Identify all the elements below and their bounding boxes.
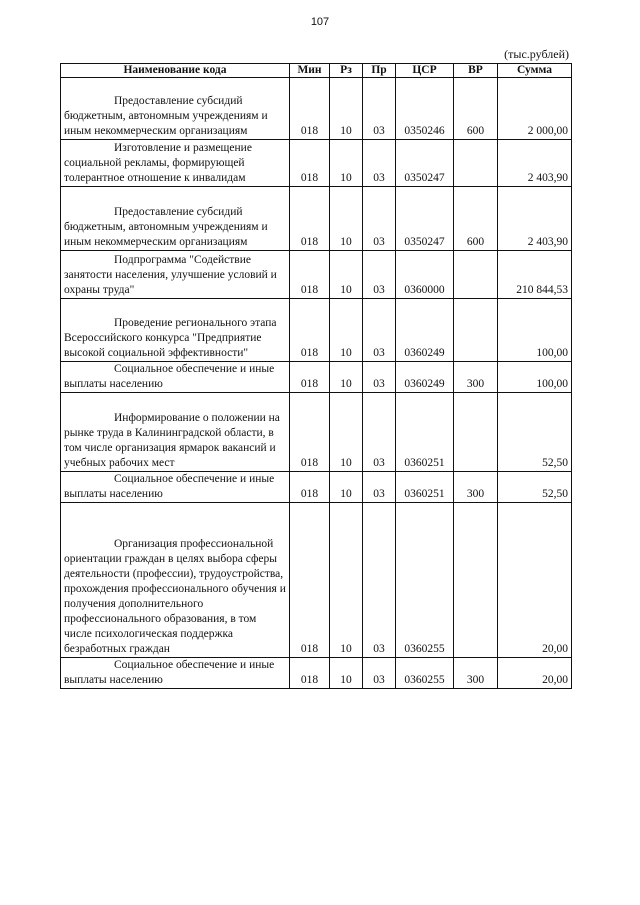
table-row: [61, 393, 572, 472]
row-rz: 10: [330, 658, 363, 689]
row-name: Информирование о положении на рынке труда в Калининградской области, в том числе организация ярмарок вакансий и учебных рабочих мест: [61, 393, 290, 472]
row-pr: 03: [363, 658, 396, 689]
row-rz: 10: [330, 251, 363, 299]
row-name: Социальное обеспечение и иные выплаты населению: [61, 658, 290, 689]
row-vr: [454, 393, 498, 472]
table-row: [61, 472, 572, 503]
row-sum: 52,50: [498, 472, 572, 503]
row-min: 018: [290, 658, 330, 689]
row-csr: 0360255: [396, 503, 454, 658]
row-csr: 0360249: [396, 299, 454, 362]
header-min: Мин: [290, 64, 330, 78]
row-sum: 52,50: [498, 393, 572, 472]
row-vr: 600: [454, 187, 498, 251]
row-vr: [454, 503, 498, 658]
row-sum: 20,00: [498, 503, 572, 658]
row-min: 018: [290, 299, 330, 362]
row-sum: 2 000,00: [498, 78, 572, 140]
row-csr: 0360000: [396, 251, 454, 299]
row-name: Социальное обеспечение и иные выплаты населению: [61, 472, 290, 503]
row-name: Организация профессиональной ориентации граждан в целях выбора сферы деятельности (профессии), трудоустройства, прохождения профессионального обучения и получения дополнительного профессионального образования, в том числе психологическая поддержка безработных граждан: [61, 503, 290, 658]
table-header-row: [61, 64, 572, 78]
header-vr: ВР: [454, 64, 498, 78]
row-csr: 0350246: [396, 78, 454, 140]
row-pr: 03: [363, 362, 396, 393]
table-row: [61, 140, 572, 187]
row-csr: 0350247: [396, 140, 454, 187]
row-rz: 10: [330, 78, 363, 140]
row-pr: 03: [363, 299, 396, 362]
row-csr: 0350247: [396, 187, 454, 251]
row-pr: 03: [363, 251, 396, 299]
row-min: 018: [290, 78, 330, 140]
row-min: 018: [290, 472, 330, 503]
table-row: [61, 78, 572, 140]
row-rz: 10: [330, 472, 363, 503]
row-rz: 10: [330, 503, 363, 658]
header-sum: Сумма: [498, 64, 572, 78]
row-rz: 10: [330, 393, 363, 472]
table-row: [61, 658, 572, 689]
row-vr: [454, 140, 498, 187]
row-name: Предоставление субсидий бюджетным, автономным учреждениям и иным некоммерческим организациям: [61, 187, 290, 251]
table-row: [61, 251, 572, 299]
row-csr: 0360249: [396, 362, 454, 393]
row-vr: [454, 299, 498, 362]
table-row: [61, 187, 572, 251]
row-vr: 600: [454, 78, 498, 140]
row-csr: 0360251: [396, 393, 454, 472]
row-rz: 10: [330, 187, 363, 251]
row-min: 018: [290, 187, 330, 251]
row-min: 018: [290, 393, 330, 472]
row-csr: 0360255: [396, 658, 454, 689]
row-min: 018: [290, 362, 330, 393]
page-number: 107: [310, 16, 330, 28]
row-pr: 03: [363, 472, 396, 503]
row-name: Проведение регионального этапа Всероссийского конкурса "Предприятие высокой социальной эффективности": [61, 299, 290, 362]
row-sum: 20,00: [498, 658, 572, 689]
header-csr: ЦСР: [396, 64, 454, 78]
header-rz: Рз: [330, 64, 363, 78]
row-rz: 10: [330, 362, 363, 393]
row-name: Подпрограмма "Содействие занятости населения, улучшение условий и охраны труда": [61, 251, 290, 299]
row-sum: 2 403,90: [498, 187, 572, 251]
units-label: (тыс.рублей): [504, 47, 569, 61]
row-min: 018: [290, 503, 330, 658]
row-sum: 100,00: [498, 362, 572, 393]
row-vr: 300: [454, 472, 498, 503]
row-name: Социальное обеспечение и иные выплаты населению: [61, 362, 290, 393]
row-csr: 0360251: [396, 472, 454, 503]
row-vr: 300: [454, 362, 498, 393]
header-name: Наименование кода: [61, 64, 290, 78]
row-name: Предоставление субсидий бюджетным, автономным учреждениям и иным некоммерческим организациям: [61, 78, 290, 140]
budget-table: [60, 63, 572, 689]
row-pr: 03: [363, 187, 396, 251]
row-min: 018: [290, 251, 330, 299]
row-sum: 100,00: [498, 299, 572, 362]
row-min: 018: [290, 140, 330, 187]
row-vr: [454, 251, 498, 299]
header-pr: Пр: [363, 64, 396, 78]
row-pr: 03: [363, 393, 396, 472]
row-sum: 2 403,90: [498, 140, 572, 187]
row-rz: 10: [330, 299, 363, 362]
table-row: [61, 362, 572, 393]
row-vr: 300: [454, 658, 498, 689]
table-row: [61, 503, 572, 658]
row-rz: 10: [330, 140, 363, 187]
row-sum: 210 844,53: [498, 251, 572, 299]
row-pr: 03: [363, 140, 396, 187]
table-row: [61, 299, 572, 362]
row-pr: 03: [363, 78, 396, 140]
row-name: Изготовление и размещение социальной рекламы, формирующей толерантное отношение к инвалидам: [61, 140, 290, 187]
row-pr: 03: [363, 503, 396, 658]
